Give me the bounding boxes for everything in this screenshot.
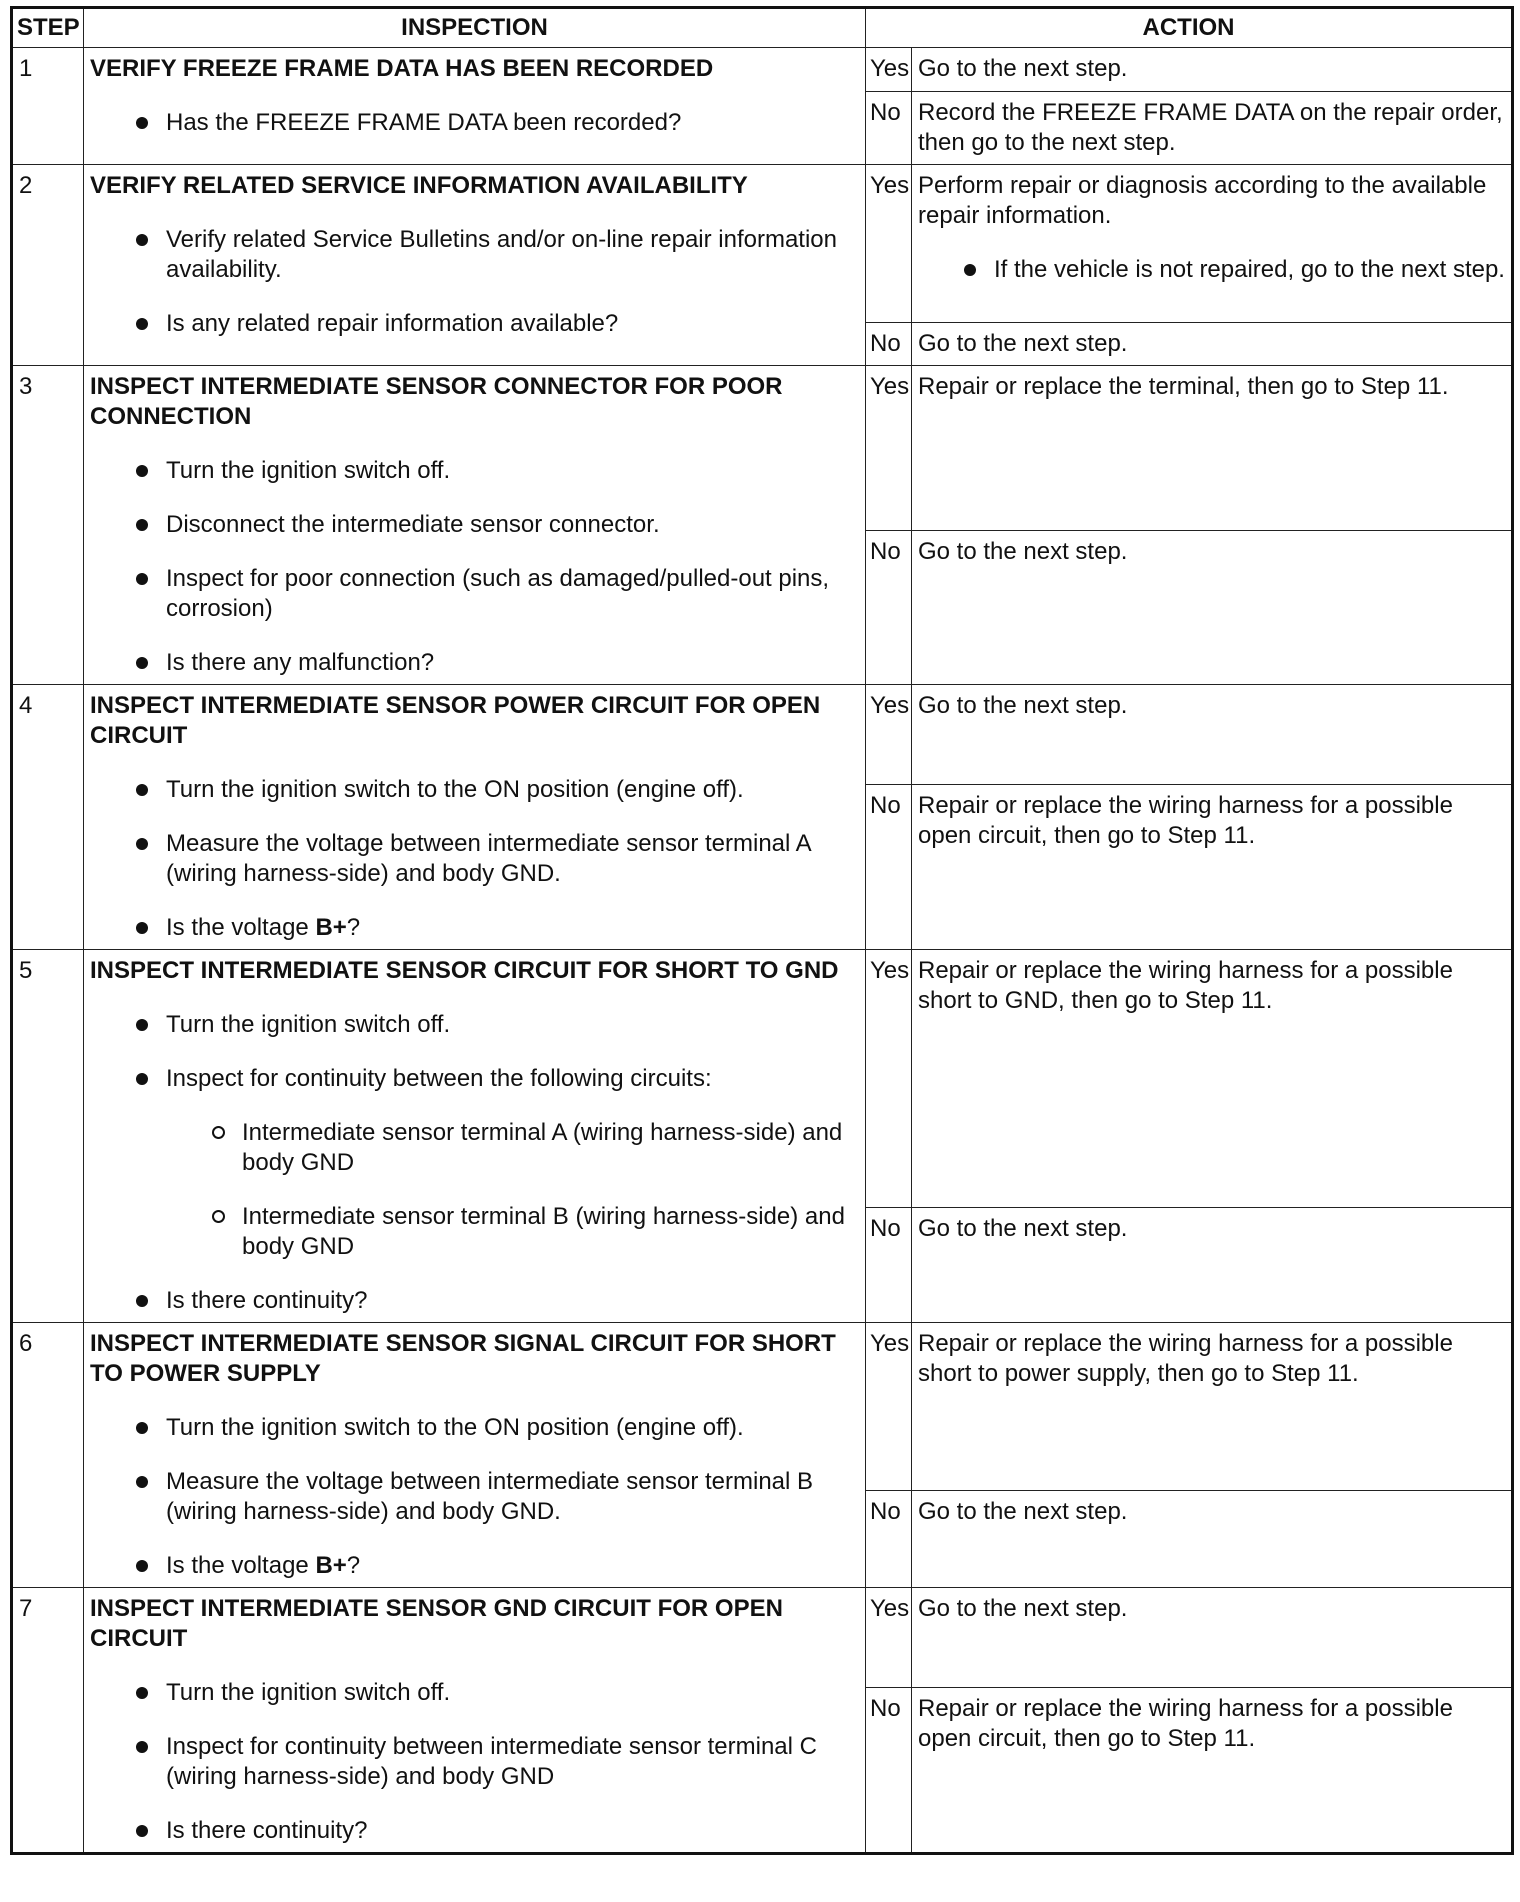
inspection-bullet: Has the FREEZE FRAME DATA been recorded? <box>90 108 859 138</box>
inspection-bullet: Measure the voltage between intermediate sensor terminal B (wiring harness-side) and body GND. <box>90 1467 859 1527</box>
inspection-cell <box>84 685 866 950</box>
step-6-yes-row <box>12 1323 1513 1491</box>
inspection-bullet: Turn the ignition switch to the ON position (engine off). <box>90 775 859 805</box>
yes-action: Repair or replace the terminal, then go to Step 11. <box>912 366 1513 531</box>
no-action: Repair or replace the wiring harness for a possible open circuit, then go to Step 11. <box>912 1688 1513 1854</box>
inspection-bullet: Verify related Service Bulletins and/or on-line repair information availability. <box>90 225 859 285</box>
table-header-row <box>12 8 1513 48</box>
inspection-cell <box>84 48 866 165</box>
yes-action: Go to the next step. <box>912 48 1513 92</box>
inspection-bullet: Measure the voltage between intermediate sensor terminal A (wiring harness-side) and body GND. <box>90 829 859 889</box>
no-label: No <box>866 785 912 950</box>
inspection-question: Is there continuity? <box>90 1286 859 1316</box>
step-5-yes-row <box>12 950 1513 1208</box>
step-number: 2 <box>12 165 84 366</box>
question-text: Is the voltage <box>166 1552 316 1579</box>
yes-action: Repair or replace the wiring harness for a possible short to GND, then go to Step 11. <box>912 950 1513 1208</box>
yes-action: Go to the next step. <box>912 685 1513 785</box>
no-label: No <box>866 531 912 685</box>
yes-action-text: Perform repair or diagnosis according to the available repair information. <box>918 172 1487 229</box>
yes-label: Yes <box>866 685 912 785</box>
inspection-bullet: Turn the ignition switch to the ON position (engine off). <box>90 1413 859 1443</box>
step-number: 5 <box>12 950 84 1323</box>
step-title: INSPECT INTERMEDIATE SENSOR GND CIRCUIT FOR OPEN CIRCUIT <box>90 1595 783 1652</box>
question-bold: B+ <box>315 1552 347 1579</box>
step-title: VERIFY RELATED SERVICE INFORMATION AVAILABILITY <box>90 172 748 199</box>
inspection-bullet: Turn the ignition switch off. <box>90 1678 859 1708</box>
no-label: No <box>866 1208 912 1323</box>
step-title: INSPECT INTERMEDIATE SENSOR CIRCUIT FOR SHORT TO GND <box>90 957 839 984</box>
yes-label: Yes <box>866 950 912 1208</box>
header-action: ACTION <box>866 8 1513 48</box>
no-action: Go to the next step. <box>912 1208 1513 1323</box>
inspection-bullet: Is there any malfunction? <box>90 648 859 678</box>
step-3-yes-row <box>12 366 1513 531</box>
yes-label: Yes <box>866 48 912 92</box>
step-1-yes-row <box>12 48 1513 92</box>
inspection-bullet-text: Inspect for continuity between the following circuits: <box>166 1065 712 1092</box>
question-end: ? <box>346 1552 361 1579</box>
inspection-cell <box>84 366 866 685</box>
yes-label: Yes <box>866 366 912 531</box>
inspection-cell <box>84 950 866 1323</box>
no-action: Go to the next step. <box>912 531 1513 685</box>
step-number: 3 <box>12 366 84 685</box>
step-title: INSPECT INTERMEDIATE SENSOR SIGNAL CIRCUIT FOR SHORT TO POWER SUPPLY <box>90 1330 836 1387</box>
inspection-cell <box>84 1588 866 1854</box>
inspection-cell <box>84 1323 866 1588</box>
yes-action: Repair or replace the wiring harness for a possible short to power supply, then go to Step 11. <box>912 1323 1513 1491</box>
step-2-yes-row <box>12 165 1513 323</box>
inspection-subbullet: Intermediate sensor terminal A (wiring harness-side) and body GND <box>90 1118 859 1178</box>
question-bold: B+ <box>315 914 347 941</box>
diagnostic-procedure <box>10 6 1514 1855</box>
step-number: 4 <box>12 685 84 950</box>
header-step: STEP <box>12 8 84 48</box>
inspection-question <box>90 1551 859 1581</box>
step-title: INSPECT INTERMEDIATE SENSOR CONNECTOR FOR POOR CONNECTION <box>90 373 783 430</box>
no-label: No <box>866 1491 912 1588</box>
inspection-subbullet: Intermediate sensor terminal B (wiring harness-side) and body GND <box>90 1202 859 1262</box>
step-title: INSPECT INTERMEDIATE SENSOR POWER CIRCUIT FOR OPEN CIRCUIT <box>90 692 821 749</box>
question-end: ? <box>346 914 361 941</box>
inspection-bullet: Inspect for continuity between intermediate sensor terminal C (wiring harness-side) and body GND <box>90 1732 859 1792</box>
sub-bullet-group <box>90 1118 859 1262</box>
yes-action <box>912 165 1513 323</box>
inspection-question <box>90 913 859 943</box>
yes-label: Yes <box>866 1323 912 1491</box>
step-number: 6 <box>12 1323 84 1588</box>
inspection-bullet: Turn the ignition switch off. <box>90 456 859 486</box>
inspection-cell <box>84 165 866 366</box>
header-inspection: INSPECTION <box>84 8 866 48</box>
inspection-bullet: Turn the ignition switch off. <box>90 1010 859 1040</box>
step-number: 7 <box>12 1588 84 1854</box>
no-action: Go to the next step. <box>912 323 1513 366</box>
no-label: No <box>866 1688 912 1854</box>
step-title: VERIFY FREEZE FRAME DATA HAS BEEN RECORDED <box>90 55 714 82</box>
no-action: Go to the next step. <box>912 1491 1513 1588</box>
inspection-question: Is there continuity? <box>90 1816 859 1846</box>
diagnostic-table <box>10 6 1514 1855</box>
step-4-yes-row <box>12 685 1513 785</box>
yes-label: Yes <box>866 1588 912 1688</box>
yes-action-subbullet: If the vehicle is not repaired, go to the next step. <box>918 255 1505 285</box>
no-label: No <box>866 323 912 366</box>
yes-label: Yes <box>866 165 912 323</box>
inspection-bullet: Inspect for poor connection (such as damaged/pulled-out pins, corrosion) <box>90 564 859 624</box>
inspection-bullet: Is any related repair information available? <box>90 309 859 339</box>
inspection-bullet: Disconnect the intermediate sensor connector. <box>90 510 859 540</box>
question-text: Is the voltage <box>166 914 316 941</box>
no-label: No <box>866 92 912 165</box>
inspection-bullet <box>90 1064 859 1094</box>
no-action: Repair or replace the wiring harness for a possible open circuit, then go to Step 11. <box>912 785 1513 950</box>
no-action: Record the FREEZE FRAME DATA on the repair order, then go to the next step. <box>912 92 1513 165</box>
step-7-yes-row <box>12 1588 1513 1688</box>
yes-action: Go to the next step. <box>912 1588 1513 1688</box>
step-number: 1 <box>12 48 84 165</box>
